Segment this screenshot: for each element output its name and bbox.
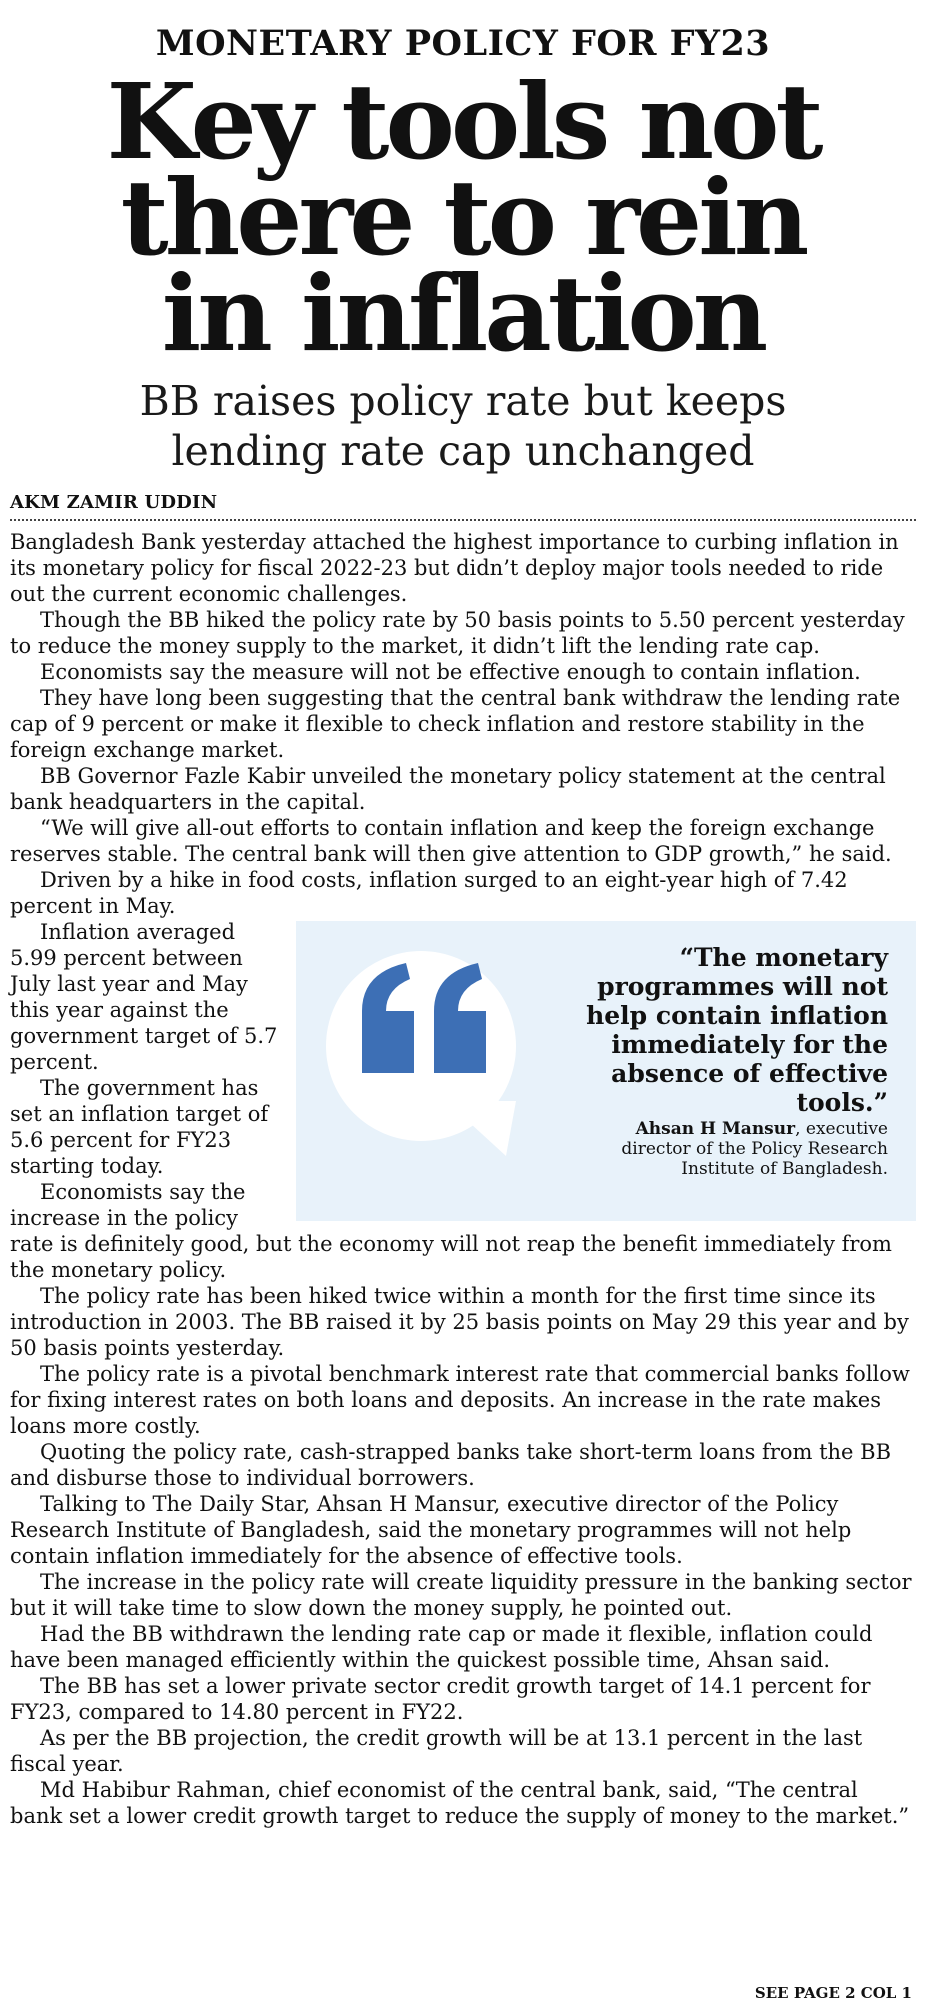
pull-quote-text: “The monetary programmes will not help contain inflation immediately for the absence of effective tools.”: [586, 943, 888, 1117]
body-paragraph: The policy rate has been hiked twice within a month for the first time since its introduction in 2003. The BB raised it by 25 basis points on May 29 this year and by 50 basis points yesterday.: [10, 1284, 909, 1360]
body-paragraph: Had the BB withdrawn the lending rate cap or made it flexible, inflation could have been managed efficiently within the quickest possible time, Ahsan said.: [10, 1622, 873, 1672]
headline: [10, 60, 916, 375]
continuation-note: SEE PAGE 2 COL 1: [754, 1984, 912, 2002]
body-paragraph: “We will give all-out efforts to contain inflation and keep the foreign exchange reserves stable. The central bank will then give attention to GDP growth,” he said.: [10, 816, 892, 866]
body-paragraph: Talking to The Daily Star, Ahsan H Mansur, executive director of the Policy Research Institute of Bangladesh, said the monetary programmes will not help contain inflation immediately for the absence of effective tools.: [10, 1492, 852, 1568]
kicker: MONETARY POLICY FOR FY23: [155, 23, 771, 64]
body-paragraph: BB Governor Fazle Kabir unveiled the monetary policy statement at the central bank headquarters in the capital.: [10, 764, 886, 814]
headline-line: Key tools not: [106, 60, 820, 183]
speech-bubble-tail-icon: [446, 1101, 516, 1161]
pull-quote-attribution: [568, 1119, 888, 1179]
attribution-name: Ahsan H Mansur: [635, 1119, 796, 1139]
headline-line: in inflation: [161, 252, 765, 375]
body-paragraph: The policy rate is a pivotal benchmark interest rate that commercial banks follow for fixing interest rates on both loans and deposits. An increase in the rate makes loans more costly.: [10, 1362, 910, 1438]
headline-line: there to rein: [120, 156, 806, 279]
article-body: [10, 529, 916, 1829]
subheadline: [10, 376, 916, 476]
quotation-mark-icon: [354, 963, 494, 1073]
body-paragraph: Quoting the policy rate, cash-strapped banks take short-term loans from the BB and disburse those to individual borrowers.: [10, 1440, 892, 1490]
body-paragraph: As per the BB projection, the credit growth will be at 13.1 percent in the last fiscal year.: [10, 1726, 863, 1776]
body-paragraph: Economists say the increase in the policy rate is definitely good, but the economy will not reap the benefit immediately from the monetary policy.: [10, 1180, 892, 1282]
body-paragraph: Driven by a hike in food costs, inflation surged to an eight-year high of 7.42 percent in May.: [10, 868, 848, 918]
body-paragraph: Bangladesh Bank yesterday attached the highest importance to curbing inflation in its monetary policy for fiscal 2022-23 but didn’t deploy major tools needed to ride out the current economic challenges.: [10, 530, 899, 606]
body-paragraph: They have long been suggesting that the central bank withdraw the lending rate cap of 9 percent or make it flexible to check inflation and restore stability in the foreign exchange market.: [10, 686, 901, 762]
body-paragraph: The BB has set a lower private sector credit growth target of 14.1 percent for FY23, compared to 14.80 percent in FY22.: [10, 1674, 871, 1724]
subhead-line: lending rate cap unchanged: [171, 427, 755, 475]
body-paragraph: Md Habibur Rahman, chief economist of the central bank, said, “The central bank set a lower credit growth target to reduce the supply of money to the market.”: [10, 1778, 910, 1828]
body-paragraph: Inflation averaged 5.99 percent between July last year and May this year against the government target of 5.7 percent.: [10, 920, 278, 1074]
body-paragraph: Though the BB hiked the policy rate by 50 basis points to 5.50 percent yesterday to reduce the money supply to the market, it didn’t lift the lending rate cap.: [10, 608, 905, 658]
body-paragraph: The government has set an inflation target of 5.6 percent for FY23 starting today.: [10, 1076, 269, 1178]
attribution-title: , executive director of the Policy Research Institute of Bangladesh.: [621, 1119, 888, 1179]
byline: AKM ZAMIR UDDIN: [10, 492, 916, 521]
body-paragraph: The increase in the policy rate will create liquidity pressure in the banking sector but it will take time to slow down the money supply, he pointed out.: [10, 1570, 912, 1620]
pull-quote: [296, 921, 916, 1221]
body-paragraph: Economists say the measure will not be effective enough to contain inflation.: [40, 660, 861, 684]
subhead-line: BB raises policy rate but keeps: [139, 377, 787, 425]
